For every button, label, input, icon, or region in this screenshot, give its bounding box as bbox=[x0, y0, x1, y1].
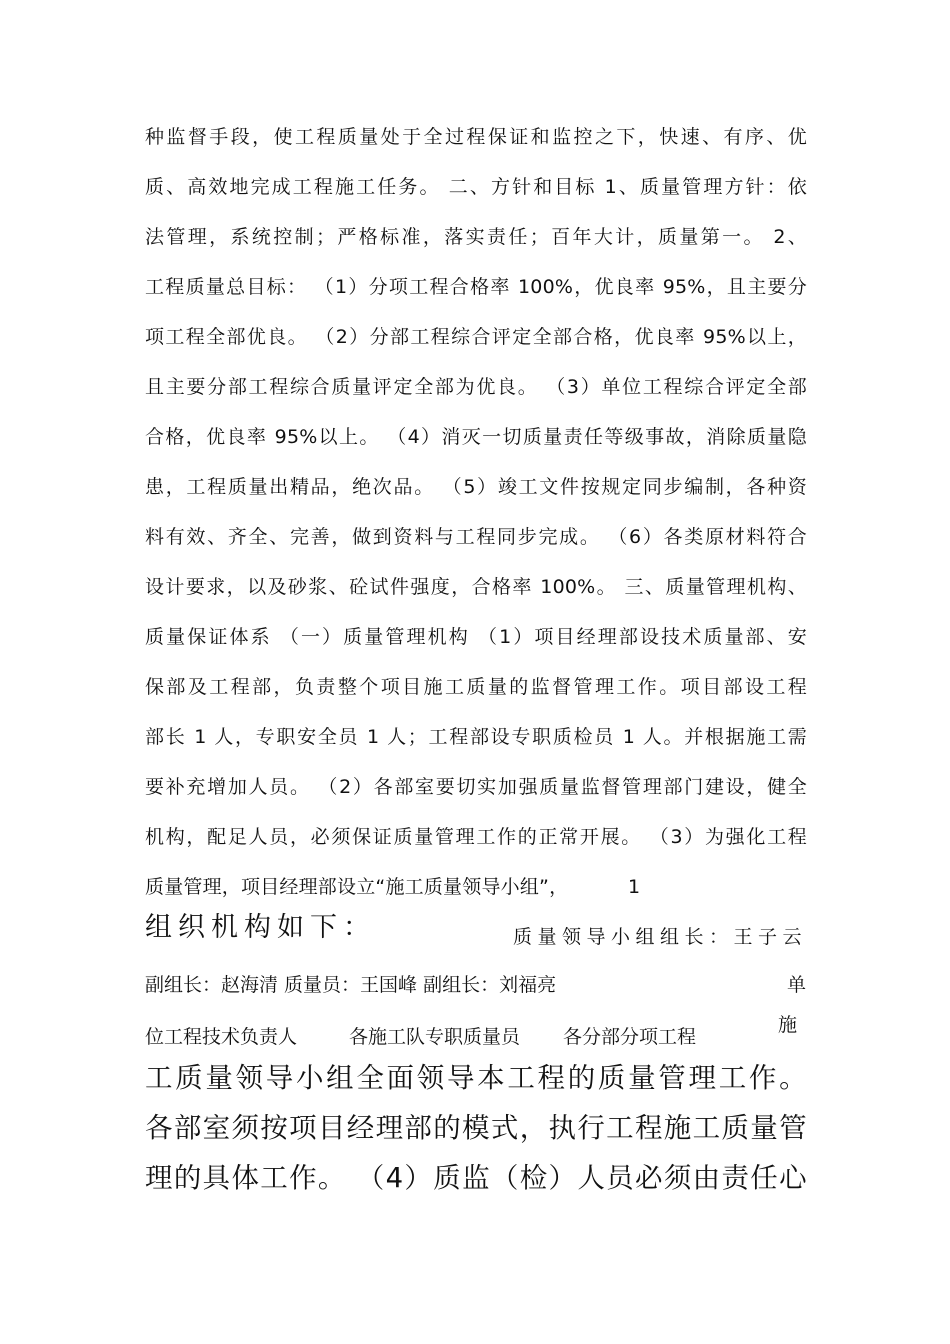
paragraph-line: 合格，优良率 95%以上。 （4）消灭一切质量责任等级事故，消除质量隐 bbox=[145, 426, 807, 448]
paragraph-line: 工程质量总目标： （1）分项工程合格率 100%，优良率 95%，且主要分 bbox=[145, 276, 807, 298]
paragraph-line: 部长 1 人，专职安全员 1 人；工程部设专职质检员 1 人。并根据施工需 bbox=[145, 726, 807, 748]
closing-line: 各部室须按项目经理部的模式，执行工程施工质量管 bbox=[145, 1112, 807, 1144]
paragraph-line: 料有效、齐全、完善，做到资料与工程同步完成。 （6）各类原材料符合 bbox=[145, 526, 807, 548]
page-number: 1 bbox=[628, 876, 641, 898]
paragraph-line: 质量管理，项目经理部设立“施工质量领导小组”， bbox=[145, 876, 569, 898]
paragraph-line: 且主要分部工程综合质量评定全部为优良。 （3）单位工程综合评定全部 bbox=[145, 376, 807, 398]
org-role-team-inspector: 各施工队专职质量员 bbox=[349, 1026, 521, 1048]
org-role-subproject: 各分部分项工程 bbox=[563, 1026, 697, 1048]
org-section-title: 组织机构如下： bbox=[145, 912, 376, 943]
closing-line: 理的具体工作。 （4）质监（检）人员必须由责任心 bbox=[145, 1162, 807, 1194]
paragraph-line: 种监督手段，使工程质量处于全过程保证和监控之下，快速、有序、优 bbox=[145, 126, 807, 148]
paragraph-line: 法管理，系统控制；严格标准，落实责任；百年大计，质量第一。 2、 bbox=[145, 226, 807, 248]
org-deputies: 副组长：赵海清 质量员：王国峰 副组长：刘福亮 bbox=[145, 974, 557, 996]
paragraph-line: 项工程全部优良。 （2）分部工程综合评定全部合格，优良率 95%以上， bbox=[145, 326, 807, 348]
org-fragment: 单 bbox=[787, 974, 807, 996]
paragraph-line: 设计要求，以及砂浆、砼试件强度，合格率 100%。 三、质量管理机构、 bbox=[145, 576, 807, 598]
paragraph-line: 质、高效地完成工程施工任务。 二、方针和目标 1、质量管理方针：依 bbox=[145, 176, 807, 198]
paragraph-line: 要补充增加人员。 （2）各部室要切实加强质量监督管理部门建设，健全 bbox=[145, 776, 807, 798]
org-role-tech-lead: 位工程技术负责人 bbox=[145, 1026, 298, 1048]
org-leader: 质量领导小组组长：王子云 bbox=[512, 926, 807, 948]
paragraph-line: 质量保证体系 （一）质量管理机构 （1）项目经理部设技术质量部、安 bbox=[145, 626, 807, 648]
paragraph-line: 机构，配足人员，必须保证质量管理工作的正常开展。 （3）为强化工程 bbox=[145, 826, 807, 848]
org-fragment: 施 bbox=[778, 1014, 798, 1036]
closing-line: 工质量领导小组全面领导本工程的质量管理工作。 bbox=[145, 1062, 807, 1094]
paragraph-line: 保部及工程部，负责整个项目施工质量的监督管理工作。项目部设工程 bbox=[145, 676, 807, 698]
paragraph-line: 患，工程质量出精品，绝次品。 （5）竣工文件按规定同步编制，各种资 bbox=[145, 476, 807, 498]
